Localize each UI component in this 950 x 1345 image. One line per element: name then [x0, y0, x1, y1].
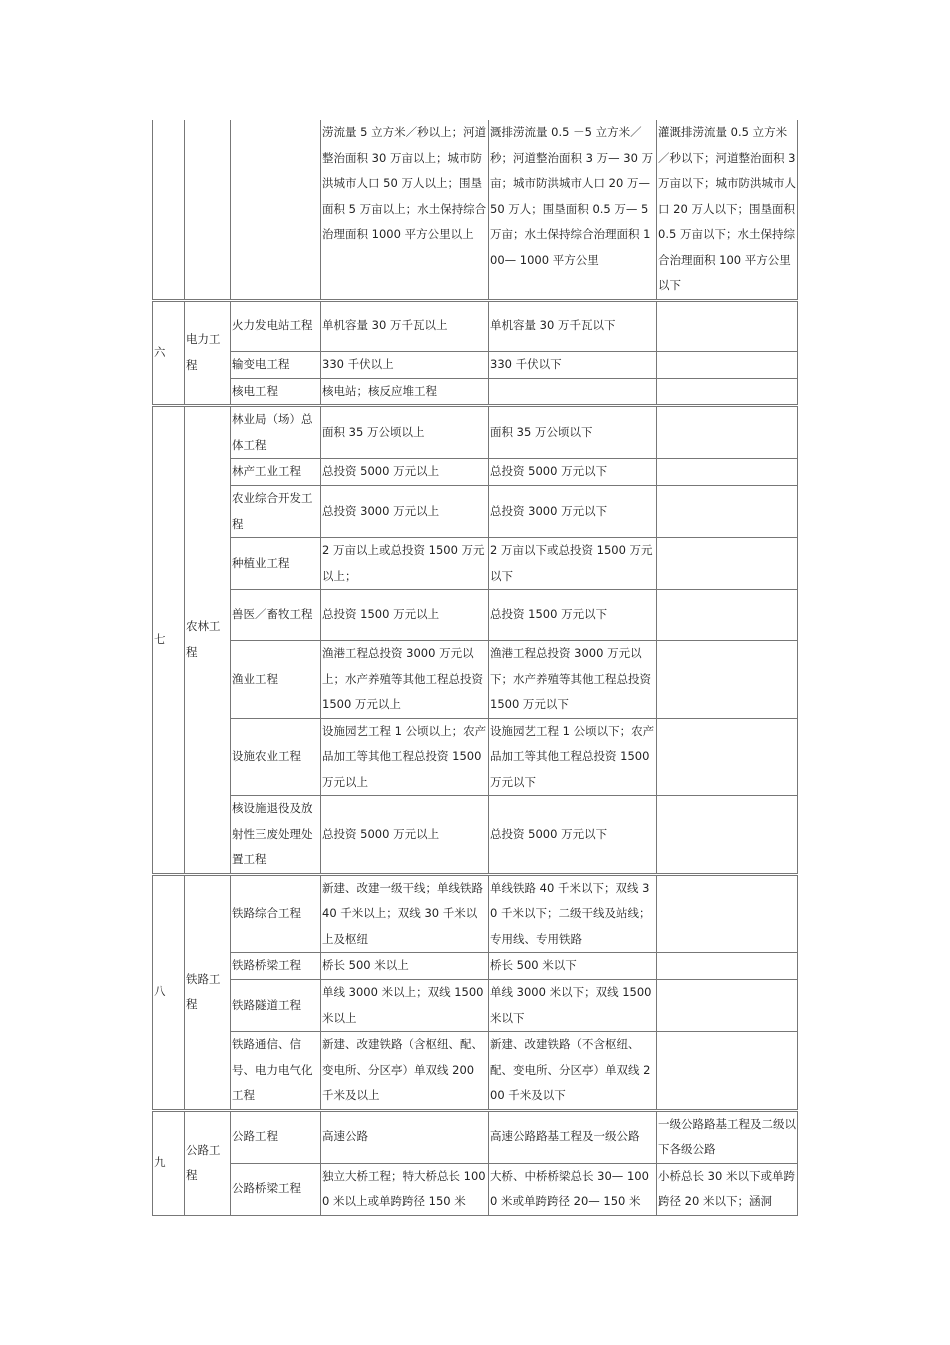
grade-a-cell: 渔港工程总投资 3000 万元以上；水产养殖等其他工程总投资 1500 万元以上: [321, 641, 489, 719]
grade-a-cell: 单机容量 30 万千瓦以上: [321, 300, 489, 351]
grade-b-cell: 新建、改建铁路（不含枢纽、配、变电所、分区亭）单双线 200 千米及以下: [489, 1032, 657, 1111]
qualification-table: [152, 120, 798, 1216]
project-cell: 输变电工程: [231, 351, 321, 378]
grade-c-cell: [657, 953, 798, 980]
grade-b-cell: 单线 3000 米以下；双线 1500 米以下: [489, 980, 657, 1032]
category-cell: 电力工程: [185, 300, 231, 406]
project-cell: [231, 120, 321, 300]
grade-c-cell: [657, 300, 798, 351]
table-row: [153, 796, 798, 875]
category-cell: 公路工程: [185, 1110, 231, 1215]
grade-b-cell: 面积 35 万公顷以下: [489, 406, 657, 459]
table-row: [153, 459, 798, 486]
table-row: [153, 641, 798, 719]
row-number: 六: [153, 300, 185, 406]
project-cell: 铁路通信、信号、电力电气化工程: [231, 1032, 321, 1111]
grade-a-cell: 总投资 3000 万元以上: [321, 486, 489, 538]
grade-a-cell: 核电站；核反应堆工程: [321, 378, 489, 406]
grade-b-cell: 单线铁路 40 千米以下；双线 30 千米以下；二级干线及站线；专用线、专用铁路: [489, 874, 657, 953]
grade-c-cell: [657, 980, 798, 1032]
table-row: [153, 874, 798, 953]
table-row: [153, 590, 798, 641]
table-row: [153, 953, 798, 980]
grade-c-cell: 灌溉排涝流量 0.5 立方米／秒以下；河道整治面积 3 万亩以下；城市防洪城市人口 20 万人以下；围垦面积 0.5 万亩以下；水土保持综合治理面积 100 平方公里以下: [657, 120, 798, 300]
project-cell: 兽医／畜牧工程: [231, 590, 321, 641]
grade-a-cell: 面积 35 万公顷以上: [321, 406, 489, 459]
grade-c-cell: [657, 406, 798, 459]
grade-c-cell: [657, 641, 798, 719]
row-number: 九: [153, 1110, 185, 1215]
table-row: [153, 980, 798, 1032]
grade-b-cell: 单机容量 30 万千瓦以下: [489, 300, 657, 351]
table-row: [153, 1110, 798, 1163]
grade-c-cell: [657, 590, 798, 641]
project-cell: 种植业工程: [231, 538, 321, 590]
project-cell: 设施农业工程: [231, 718, 321, 796]
grade-b-cell: 总投资 5000 万元以下: [489, 459, 657, 486]
grade-c-cell: [657, 1032, 798, 1111]
grade-a-cell: 2 万亩以上或总投资 1500 万元以上；: [321, 538, 489, 590]
grade-b-cell: 高速公路路基工程及一级公路: [489, 1110, 657, 1163]
grade-a-cell: 新建、改建铁路（含枢纽、配、变电所、分区亭）单双线 200 千米及以上: [321, 1032, 489, 1111]
grade-b-cell: 渔港工程总投资 3000 万元以下；水产养殖等其他工程总投资 1500 万元以下: [489, 641, 657, 719]
table-row: [153, 351, 798, 378]
grade-c-cell: [657, 538, 798, 590]
grade-c-cell: 小桥总长 30 米以下或单跨跨径 20 米以下；涵洞: [657, 1163, 798, 1215]
grade-a-cell: 独立大桥工程；特大桥总长 1000 米以上或单跨跨径 150 米: [321, 1163, 489, 1215]
grade-a-cell: 330 千伏以上: [321, 351, 489, 378]
grade-c-cell: [657, 486, 798, 538]
table-row: [153, 486, 798, 538]
grade-c-cell: [657, 874, 798, 953]
grade-a-cell: 总投资 5000 万元以上: [321, 459, 489, 486]
table-row: [153, 378, 798, 406]
grade-b-cell: 大桥、中桥桥梁总长 30— 1000 米或单跨跨径 20— 150 米: [489, 1163, 657, 1215]
grade-a-cell: 单线 3000 米以上；双线 1500 米以上: [321, 980, 489, 1032]
category-cell: 铁路工程: [185, 874, 231, 1110]
row-number: 七: [153, 406, 185, 875]
grade-b-cell: 总投资 5000 万元以下: [489, 796, 657, 875]
grade-c-cell: 一级公路路基工程及二级以下各级公路: [657, 1110, 798, 1163]
row-number: [153, 120, 185, 300]
grade-b-cell: 330 千伏以下: [489, 351, 657, 378]
row-number: 八: [153, 874, 185, 1110]
grade-b-cell: 设施园艺工程 1 公顷以下；农产品加工等其他工程总投资 1500 万元以下: [489, 718, 657, 796]
grade-b-cell: 2 万亩以下或总投资 1500 万元以下: [489, 538, 657, 590]
project-cell: 火力发电站工程: [231, 300, 321, 351]
grade-c-cell: [657, 459, 798, 486]
table-row: [153, 1032, 798, 1111]
category-cell: [185, 120, 231, 300]
project-cell: 铁路隧道工程: [231, 980, 321, 1032]
project-cell: 农业综合开发工程: [231, 486, 321, 538]
category-cell: 农林工程: [185, 406, 231, 875]
project-cell: 铁路综合工程: [231, 874, 321, 953]
table-row: [153, 1163, 798, 1215]
grade-a-cell: 高速公路: [321, 1110, 489, 1163]
table-row: [153, 718, 798, 796]
grade-a-cell: 新建、改建一级干线；单线铁路 40 千米以上；双线 30 千米以上及枢纽: [321, 874, 489, 953]
table-row: [153, 300, 798, 351]
grade-b-cell: 溉排涝流量 0.5 －5 立方米／秒；河道整治面积 3 万— 30 万亩；城市防洪城市人口 20 万— 50 万人；围垦面积 0.5 万— 5 万亩；水土保持综合治理面积 100— 1000 平方公里: [489, 120, 657, 300]
grade-b-cell: 桥长 500 米以下: [489, 953, 657, 980]
project-cell: 渔业工程: [231, 641, 321, 719]
project-cell: 核设施退役及放射性三废处理处置工程: [231, 796, 321, 875]
project-cell: 公路工程: [231, 1110, 321, 1163]
grade-c-cell: [657, 718, 798, 796]
grade-b-cell: 总投资 1500 万元以下: [489, 590, 657, 641]
project-cell: 公路桥梁工程: [231, 1163, 321, 1215]
grade-a-cell: 总投资 5000 万元以上: [321, 796, 489, 875]
project-cell: 核电工程: [231, 378, 321, 406]
grade-c-cell: [657, 796, 798, 875]
project-cell: 林产工业工程: [231, 459, 321, 486]
grade-a-cell: 涝流量 5 立方米／秒以上；河道整治面积 30 万亩以上；城市防洪城市人口 50 万人以上；围垦面积 5 万亩以上；水土保持综合治理面积 1000 平方公里以上: [321, 120, 489, 300]
grade-a-cell: 设施园艺工程 1 公顷以上；农产品加工等其他工程总投资 1500 万元以上: [321, 718, 489, 796]
grade-b-cell: [489, 378, 657, 406]
grade-c-cell: [657, 378, 798, 406]
grade-c-cell: [657, 351, 798, 378]
grade-a-cell: 总投资 1500 万元以上: [321, 590, 489, 641]
grade-b-cell: 总投资 3000 万元以下: [489, 486, 657, 538]
table-row: [153, 406, 798, 459]
project-cell: 林业局（场）总体工程: [231, 406, 321, 459]
table-row: [153, 538, 798, 590]
project-cell: 铁路桥梁工程: [231, 953, 321, 980]
grade-a-cell: 桥长 500 米以上: [321, 953, 489, 980]
table-row: [153, 120, 798, 300]
